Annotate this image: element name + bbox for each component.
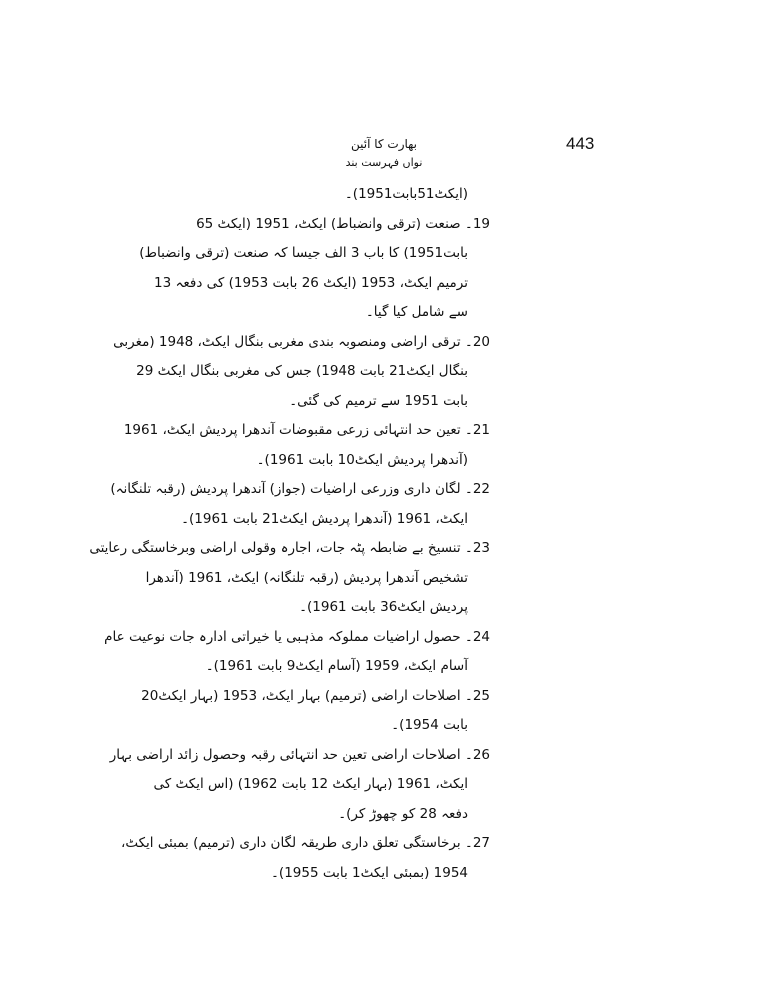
text-line: بابت 1951 سے ترمیم کی گئی۔ bbox=[289, 392, 468, 409]
text-line: ایکٹ، 1961 (بہار ایکٹ 12 بابت 1962) (اس ایکٹ کی bbox=[153, 776, 468, 792]
text-line: (ایکٹ51بابت1951)۔ bbox=[344, 186, 468, 202]
header-subtitle: نواں فہرست بند bbox=[345, 156, 423, 169]
text-line: (آندھرا پردیش ایکٹ10 بابت 1961)۔ bbox=[256, 451, 468, 468]
text-line: 25۔ اصلاحات اراضی (ترمیم) بہار ایکٹ، 1953 (بہار ایکٹ20 bbox=[141, 687, 490, 704]
text-line: 21۔ تعین حد انتہائی زرعی مقبوضات آندھرا پردیش ایکٹ، 1961 bbox=[123, 422, 490, 438]
page-number: 443 bbox=[566, 134, 595, 153]
text-line: بابت1951) کا باب 3 الف جیسا کہ صنعت (ترقی وانضباط) bbox=[139, 245, 468, 261]
text-line: آسام ایکٹ، 1959 (آسام ایکٹ9 بابت 1961)۔ bbox=[205, 658, 468, 674]
text-line: سے شامل کیا گیا۔ bbox=[365, 304, 468, 320]
text-line: ترمیم ایکٹ، 1953 (ایکٹ 26 بابت 1953) کی دفعہ 13 bbox=[153, 274, 468, 291]
text-line: پردیش ایکٹ36 بابت 1961)۔ bbox=[299, 599, 468, 615]
text-line: 22۔ لگان داری وزرعی اراضیات (جواز) آندھرا پردیش (رقبہ تلنگانہ) bbox=[110, 481, 490, 497]
text-line: 24۔ حصول اراضیات مملوکہ مذہبی یا خیراتی ادارہ جات نوعیت عام bbox=[104, 628, 490, 645]
text-line: 19۔ صنعت (ترقی وانضباط) ایکٹ، 1951 (ایکٹ 65 bbox=[196, 215, 490, 232]
text-line: 23۔ تنسیخ بے ضابطہ پٹہ جات، اجارہ وقولی اراضی وبرخاستگی رعایتی bbox=[89, 540, 490, 556]
text-line: تشخیص آندھرا پردیش (رقبہ تلنگانہ) ایکٹ، 1961 (آندھرا bbox=[145, 569, 468, 586]
text-line: 1954 (بمبئی ایکٹ1 بابت 1955)۔ bbox=[271, 864, 468, 881]
text-line: دفعہ 28 کو چھوڑ کر)۔ bbox=[338, 805, 468, 822]
text-line: بابت 1954)۔ bbox=[391, 717, 468, 733]
text-line: 26۔ اصلاحات اراضی تعین حد انتہائی رقبہ وحصول زائد اراضی بہار bbox=[109, 746, 490, 763]
header-title: بھارت کا آئین bbox=[350, 137, 418, 151]
text-line: ایکٹ، 1961 (آندھرا پردیش ایکٹ21 بابت 1961)۔ bbox=[181, 510, 468, 527]
text-line: 20۔ ترقی اراضی ومنصوبہ بندی مغربی بنگال ایکٹ، 1948 (مغربی bbox=[113, 333, 490, 350]
text-line: 27۔ برخاستگی تعلق داری طریقہ لگان داری (ترمیم) بمبئی ایکٹ، bbox=[120, 835, 490, 851]
schedule-entries bbox=[89, 180, 490, 888]
text-line: بنگال ایکٹ21 بابت 1948) جس کی مغربی بنگال ایکٹ 29 bbox=[136, 363, 468, 379]
